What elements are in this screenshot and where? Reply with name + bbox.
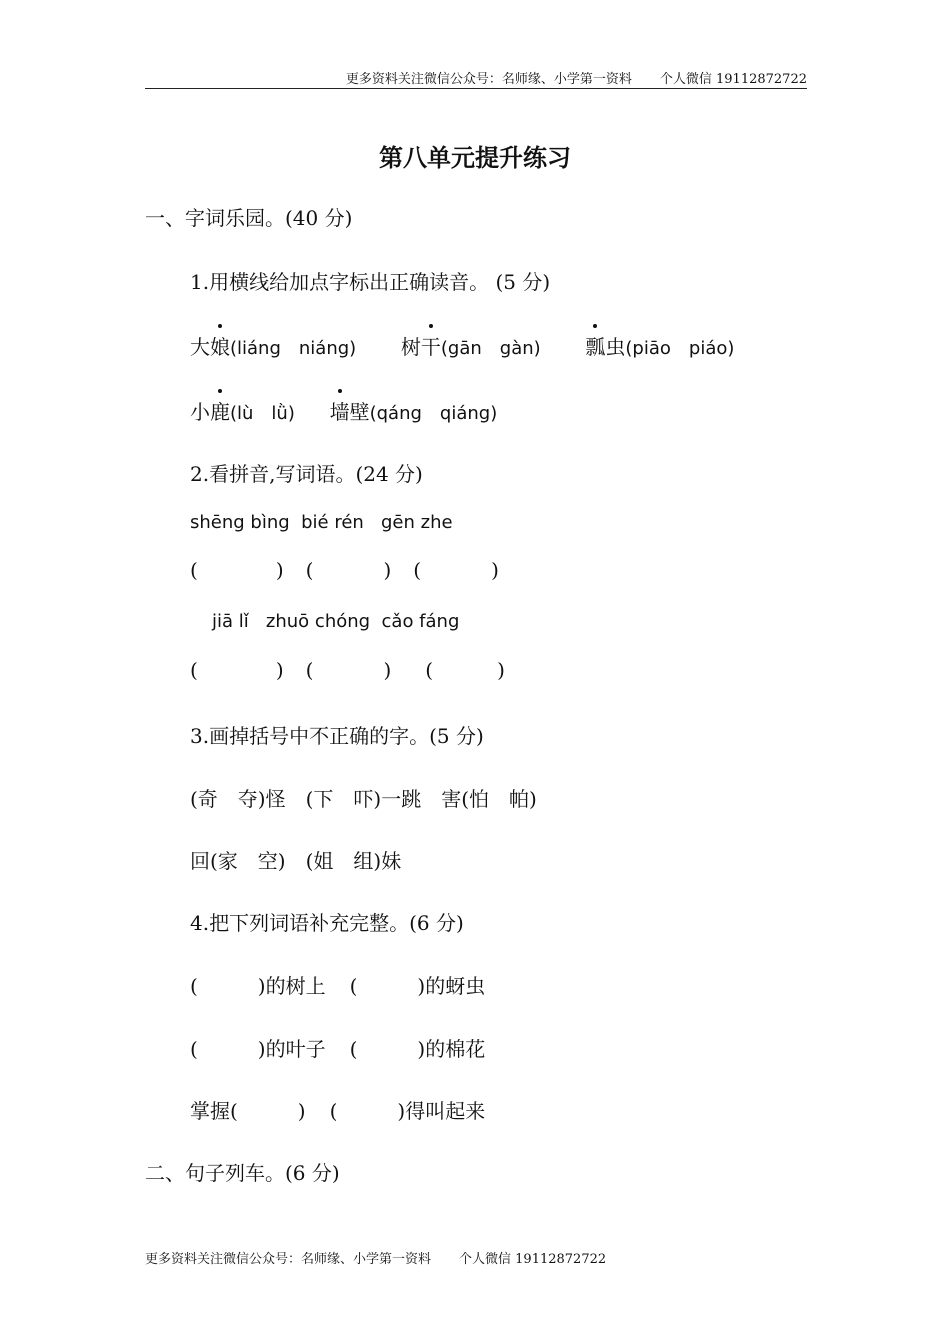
answer-blank[interactable]	[190, 658, 284, 682]
answer-blank[interactable]	[413, 558, 499, 582]
q1-item-1	[190, 335, 356, 359]
pinyin-options: (qáng qiáng)	[369, 403, 498, 424]
dotted-char: 瓢	[585, 331, 605, 360]
q1-item-2	[401, 335, 541, 359]
q4-item[interactable]: ( )得叫起来	[329, 1099, 486, 1123]
q4-item[interactable]: ( )的叶子	[190, 1037, 326, 1061]
q2-heading: 2.看拼音,写词语。(24 分)	[190, 462, 423, 486]
header-left: 更多资料关注微信公众号：名师缘、小学第一资料	[345, 72, 632, 87]
pinyin-options: (piāo piáo)	[625, 338, 735, 359]
dotted-char: 娘	[210, 331, 230, 360]
q2-pinyin-row-1: shēng bìng bié rén gēn zhe	[190, 512, 453, 533]
q1-item-4	[190, 400, 295, 424]
q2-pinyin-row-2: jiā lǐ zhuō chóng cǎo fáng	[212, 611, 460, 632]
pinyin-options: (gān gàn)	[440, 338, 541, 359]
q4-heading: 4.把下列词语补充完整。(6 分)	[190, 911, 464, 935]
header-right: 个人微信 19112872722	[659, 72, 807, 87]
q3-line-2: 回(家 空) (姐 组)妹	[190, 849, 402, 873]
q4-row-1	[190, 970, 485, 999]
q2-answer-row-2	[190, 658, 505, 682]
q1-item-5	[330, 400, 498, 424]
paren-close: )	[383, 658, 392, 682]
footer-right: 个人微信 19112872722	[459, 1252, 607, 1267]
page-title: 第八单元提升练习	[379, 143, 571, 172]
section-1-heading: 一、字词乐园。(40 分)	[145, 206, 353, 230]
plain-char: 大	[190, 335, 210, 359]
q1-item-3	[585, 335, 734, 359]
answer-blank[interactable]	[306, 558, 392, 582]
plain-char: 小	[190, 400, 210, 424]
q4-row-3	[190, 1095, 485, 1124]
paren-close: )	[275, 658, 284, 682]
q4-item[interactable]: ( )的棉花	[349, 1037, 486, 1061]
paren-open: (	[305, 658, 314, 682]
plain-char: 壁	[349, 400, 370, 424]
footer-left: 更多资料关注微信公众号：名师缘、小学第一资料	[145, 1252, 432, 1267]
q3-heading: 3.画掉括号中不正确的字。(5 分)	[190, 724, 484, 748]
page-footer	[145, 1248, 606, 1267]
header-text	[346, 68, 807, 87]
paren-open: (	[413, 558, 422, 582]
dotted-char: 干	[421, 331, 441, 360]
q4-item[interactable]: 掌握( )	[190, 1099, 306, 1123]
paren-close: )	[491, 558, 499, 582]
answer-blank[interactable]	[190, 558, 284, 582]
q4-item[interactable]: ( )的蚜虫	[349, 974, 486, 998]
answer-blank[interactable]	[425, 658, 505, 682]
paren-open: (	[425, 658, 434, 682]
section-2-heading: 二、句子列车。(6 分)	[145, 1161, 340, 1185]
page-header	[145, 68, 807, 89]
q1-heading: 1.用横线给加点字标出正确读音。 (5 分)	[190, 270, 551, 294]
paren-close: )	[275, 558, 284, 582]
plain-char: 虫	[605, 335, 626, 359]
dotted-char: 墙	[330, 396, 350, 425]
paren-open: (	[190, 558, 198, 582]
paren-close: )	[383, 558, 392, 582]
paren-open: (	[190, 658, 198, 682]
q3-line-1: (奇 夺)怪 (下 吓)一跳 害(怕 帕)	[190, 787, 537, 811]
q1-row-2	[190, 396, 497, 425]
q1-row-1	[190, 331, 734, 360]
q4-item[interactable]: ( )的树上	[190, 974, 326, 998]
answer-blank[interactable]	[306, 658, 392, 682]
q2-answer-row-1	[190, 558, 499, 582]
plain-char: 树	[400, 335, 421, 359]
paren-close: )	[497, 658, 505, 682]
q4-row-2	[190, 1033, 485, 1062]
paren-open: (	[305, 558, 314, 582]
pinyin-options: (lù lǜ)	[230, 403, 295, 424]
dotted-char: 鹿	[210, 396, 230, 425]
pinyin-options: (liáng niáng)	[230, 338, 357, 359]
